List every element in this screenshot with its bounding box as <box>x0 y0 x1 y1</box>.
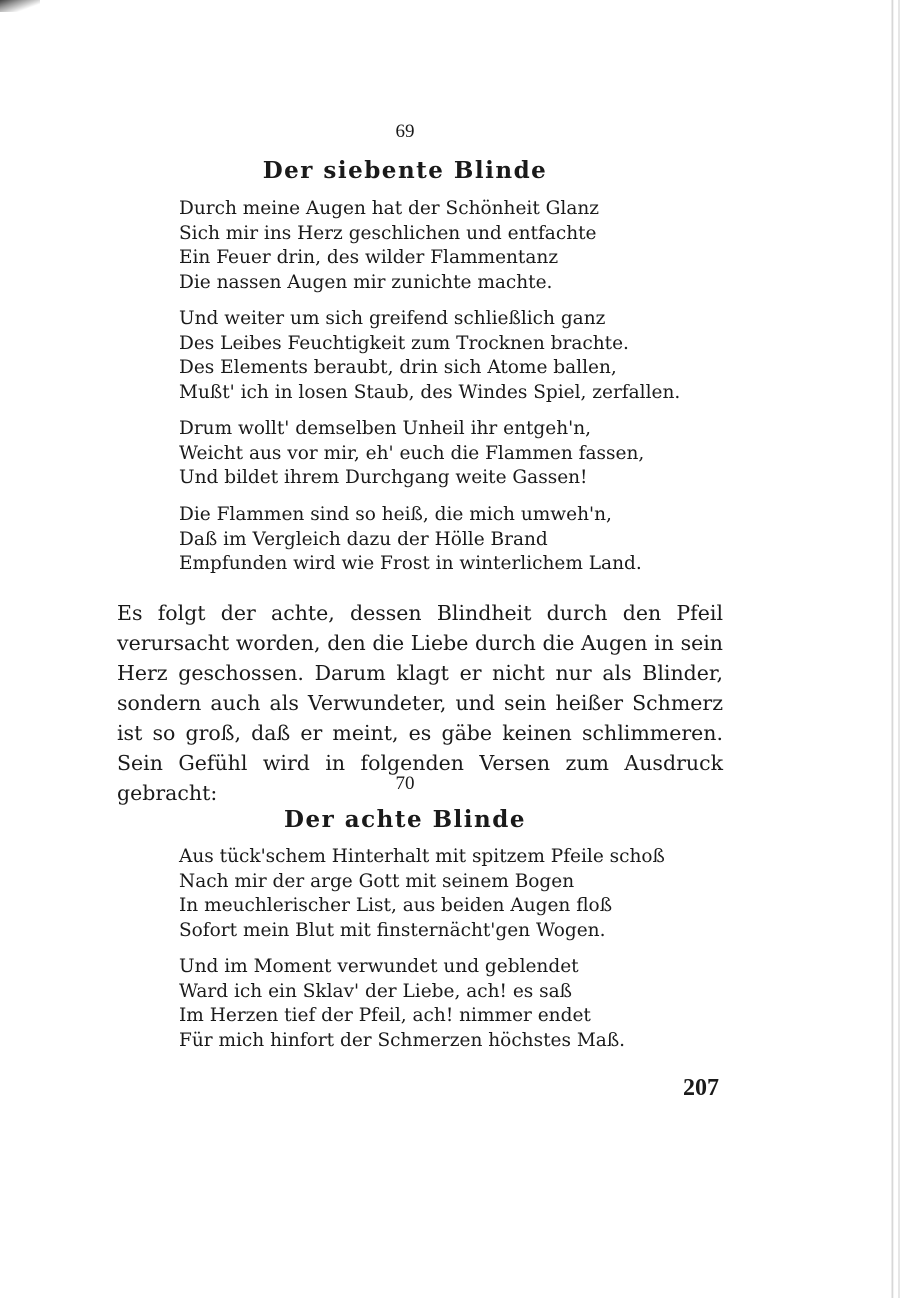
stanza <box>179 197 599 295</box>
verse-line: Die Flammen sind so heiß, die mich umweh'n, <box>179 504 612 525</box>
verse-line: Die nassen Augen mir zunichte machte. <box>179 271 553 293</box>
stanza <box>179 307 680 405</box>
verse-line: Ward ich ein Sklav' der Liebe, ach! es saß <box>179 980 573 1002</box>
page-number: 207 <box>683 1075 719 1101</box>
poem-title: Der achte Blinde <box>284 806 526 833</box>
verse-line: Nach mir der arge Gott mit seinem Bogen <box>179 870 575 892</box>
verse-line: Mußt' ich in losen Staub, des Windes Spiel, zerfallen. <box>179 381 681 403</box>
verse-line: Sich mir ins Herz geschlichen und entfachte <box>179 222 597 244</box>
verse-line: Und bildet ihrem Durchgang weite Gassen! <box>179 467 588 488</box>
stanza <box>179 955 625 1053</box>
poem-title: Der siebente Blinde <box>262 157 548 184</box>
stanza <box>179 503 642 577</box>
poem-number: 70 <box>395 773 415 794</box>
verse-line: Aus tück'schem Hinterhalt mit spitzem Pfeile schoß <box>179 846 665 867</box>
stanza <box>179 845 665 943</box>
verse-line: In meuchlerischer List, aus beiden Augen floß <box>179 895 613 916</box>
verse-line: Des Leibes Feuchtigkeit zum Trocknen brachte. <box>179 332 629 354</box>
verse-line: Und im Moment verwundet und geblendet <box>179 956 579 977</box>
scan-corner-mark <box>0 0 40 12</box>
verse-line: Empfunden wird wie Frost in winterlichem Land. <box>179 553 642 574</box>
poem-number: 69 <box>395 121 415 142</box>
verse-line: Für mich hinfort der Schmerzen höchstes Maß. <box>179 1029 626 1051</box>
verse-line: Und weiter um sich greifend schließlich ganz <box>179 308 606 329</box>
prose-paragraph: Es folgt der achte, dessen Blindheit durch den Pfeil verursacht worden, den die Liebe durch die Augen in sein Herz geschossen. Darum klagt er nicht nur als Blinder, sondern auch als Verwundeter, und sein heißer Schmerz ist so groß, daß er meint, es gäbe keinen schlimmeren. Sein Gefühl wird in folgenden Versen zum Ausdruck gebracht: <box>117 601 723 805</box>
verse-line: Sofort mein Blut mit finsternächt'gen Wogen. <box>179 919 606 941</box>
scan-edge-shadow <box>891 0 894 1298</box>
verse-line: Im Herzen tief der Pfeil, ach! nimmer endet <box>179 1005 591 1026</box>
verse-line: Durch meine Augen hat der Schönheit Glanz <box>179 198 600 219</box>
verse-line: Drum wollt' demselben Unheil ihr entgeh'n, <box>179 418 592 439</box>
verse-line: Weicht aus vor mir, eh' euch die Flammen fassen, <box>179 442 645 464</box>
stanza <box>179 417 644 491</box>
verse-line: Daß im Vergleich dazu der Hölle Brand <box>179 528 548 550</box>
verse-line: Ein Feuer drin, des wilder Flammentanz <box>179 247 559 268</box>
verse-line: Des Elements beraubt, drin sich Atome ballen, <box>179 357 617 378</box>
